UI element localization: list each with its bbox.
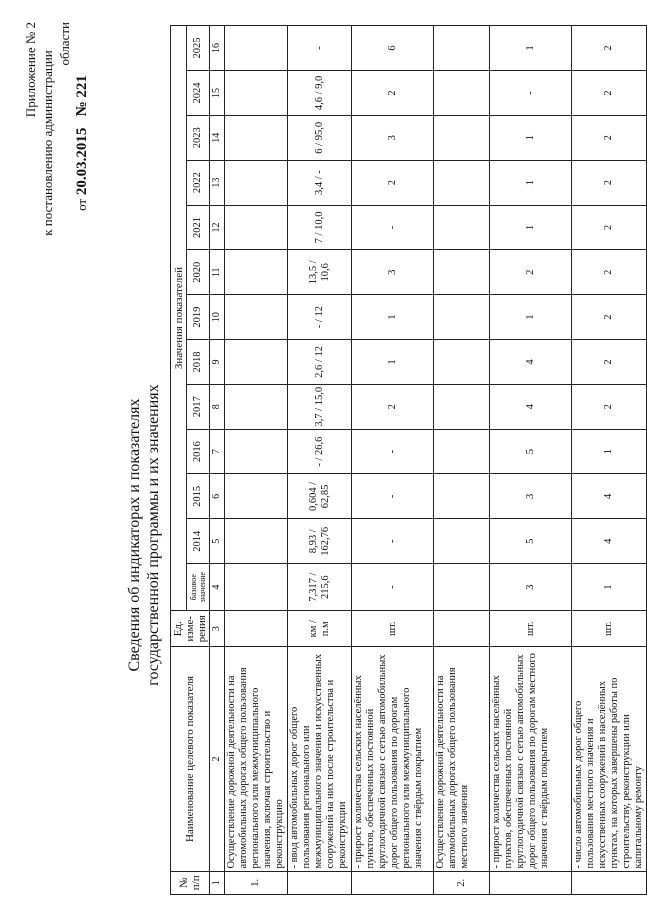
index-cell: 12 [210,205,225,250]
row-year-value: 2 [572,295,647,340]
index-cell: 15 [210,71,225,116]
row-year-value [434,205,490,250]
row-year-value [434,519,490,564]
header-year: 2017 [187,384,210,429]
row-year-value [434,71,490,116]
row-base-value: - [352,564,434,611]
row-year-value: 4 [490,340,572,385]
row-year-value: 5 [490,519,572,564]
row-unit [225,611,288,647]
row-year-value: - [352,474,434,519]
resolution-date-line [73,18,91,268]
header-year: 2023 [187,115,210,160]
approval-block [22,18,91,268]
row-year-value [225,160,288,205]
row-year-value: 6 / 95,0 [288,115,352,160]
table-row [288,26,352,895]
row-base-value: 1 [572,564,647,611]
row-year-value: - [352,205,434,250]
table-row [225,26,288,895]
row-year-value [225,429,288,474]
index-cell: 6 [210,474,225,519]
row-year-value: 1 [490,295,572,340]
row-year-value: 1 [352,340,434,385]
row-unit: км / п.м [288,611,352,647]
row-year-value: 2 [572,26,647,71]
row-year-value [225,205,288,250]
row-year-value: 2 [572,340,647,385]
row-year-value [225,474,288,519]
row-year-value [225,384,288,429]
row-indicator-name: - ввод автомобильных дорог общего пользования регионального или межмуниципального значения и искусственных сооружений на них после строительства и реконструкции [288,647,352,871]
row-year-value: 2 [352,71,434,116]
index-cell: 3 [210,611,225,647]
header-year: 2025 [187,26,210,71]
header-unit: Ед. изме-рения [171,611,210,647]
index-cell: 9 [210,340,225,385]
row-year-value: 3 [490,474,572,519]
table-row [434,26,490,895]
row-unit: шт. [572,611,647,647]
row-year-value: 2 [572,250,647,295]
row-year-value [434,429,490,474]
row-year-value [434,340,490,385]
index-cell: 2 [210,647,225,871]
index-cell: 10 [210,295,225,340]
row-year-value: 7 / 10,0 [288,205,352,250]
title-line-1: Сведения об индикаторах и показателях [126,398,143,672]
row-year-value: 2 [572,115,647,160]
row-indicator-name: - прирост количества сельских населённых пунктов, обеспеченных постоянной круглогодичной связью с сетью автомобильных дорог общего пользования по дорогам регионального или межмуниципального значения с твёрдым покрытием [352,647,434,871]
row-year-value: 13,5 / 10,6 [288,250,352,295]
index-cell: 5 [210,519,225,564]
index-cell: 7 [210,429,225,474]
table-row [490,26,572,895]
row-base-value [225,564,288,611]
header-num: № п/п [171,871,210,894]
row-year-value: 3 [352,250,434,295]
row-year-value: 2 [572,160,647,205]
row-year-value [434,160,490,205]
row-year-value: 6 [352,26,434,71]
row-year-value: - [490,71,572,116]
row-year-value [434,115,490,160]
header-year: 2024 [187,71,210,116]
row-year-value: 2 [572,384,647,429]
header-year: 2022 [187,160,210,205]
row-year-value: 2 [490,250,572,295]
row-indicator-name: Осуществление дорожной деятельности на автомобильных дорогах общего пользования регионального или межмуниципального значения, включая строительство и реконструкцию [225,647,288,871]
row-year-value: - / 12 [288,295,352,340]
row-year-value: - [352,429,434,474]
table-row [572,26,647,895]
row-year-value: 1 [490,160,572,205]
row-indicator-name: Осуществление дорожной деятельности на автомобильных дорогах общего пользования местного значения [434,647,490,871]
row-number [352,871,434,894]
row-year-value: 1 [572,429,647,474]
row-year-value [225,115,288,160]
row-year-value: 4 [490,384,572,429]
header-values: Значения показателей [171,26,187,611]
row-year-value: 5 [490,429,572,474]
appendix-label: Приложение № 2 [23,22,38,118]
row-year-value [434,26,490,71]
row-indicator-name: - число автомобильных дорог общего пользования местного значения и искусственных сооружений в населённых пунктах, на которых завершены работы по строительству, реконструкции или капитальному ремонту [572,647,647,871]
table-body [210,26,647,895]
header-year: 2014 [187,519,210,564]
row-year-value: 2 [572,71,647,116]
row-year-value [225,340,288,385]
header-base-value: базовое значение [187,564,210,611]
row-year-value: 1 [490,205,572,250]
resolution-label: к постановлению администрации [40,50,55,236]
header-name: Наименование целевого показателя [171,647,210,871]
row-year-value: 8,93 / 162,76 [288,519,352,564]
header-year: 2016 [187,429,210,474]
row-number: 2. [434,871,490,894]
header-year: 2015 [187,474,210,519]
row-year-value: 3,7 / 15,0 [288,384,352,429]
row-year-value [434,295,490,340]
resolution-date: 20.03.2015 [74,127,90,196]
row-year-value: 3 [352,115,434,160]
row-unit: шт. [352,611,434,647]
region-label: области [57,22,72,66]
index-cell: 1 [210,871,225,894]
header-year: 2019 [187,295,210,340]
row-year-value: 4,6 / 9,0 [288,71,352,116]
index-cell: 16 [210,26,225,71]
row-year-value [225,71,288,116]
row-number [288,871,352,894]
row-base-value: 7,317 / 215,6 [288,564,352,611]
row-year-value: - [352,519,434,564]
row-number: 1. [225,871,288,894]
row-year-value: 0,604 / 62,85 [288,474,352,519]
row-year-value: 2 [352,384,434,429]
row-year-value [225,26,288,71]
row-year-value: 1 [490,115,572,160]
index-cell: 14 [210,115,225,160]
row-year-value [225,250,288,295]
index-cell: 4 [210,564,225,611]
row-year-value: - [288,26,352,71]
row-unit [434,611,490,647]
date-prefix: от [74,198,89,211]
row-year-value: 3,4 / - [288,160,352,205]
row-base-value: 3 [490,564,572,611]
row-year-value: 1 [490,26,572,71]
header-year: 2020 [187,250,210,295]
row-year-value [434,384,490,429]
row-year-value: 4 [572,474,647,519]
index-cell: 13 [210,160,225,205]
row-unit: шт. [490,611,572,647]
row-indicator-name: - прирост количества сельских населённых пунктов, обеспеченных постоянной круглогодичной связью с сетью автомобильных дорог общего пользования по дорогам местного значения с твёрдым покрытием [490,647,572,871]
row-year-value: 2 [352,160,434,205]
row-base-value [434,564,490,611]
row-year-value: 4 [572,519,647,564]
row-year-value [225,295,288,340]
index-row [210,26,225,895]
document-title [125,275,163,795]
index-cell: 8 [210,384,225,429]
row-year-value: - / 26,6 [288,429,352,474]
index-cell: 11 [210,250,225,295]
table-header-row-1 [171,26,187,895]
row-number [572,871,647,894]
indicators-table [170,25,647,895]
header-year: 2021 [187,205,210,250]
row-year-value [434,474,490,519]
table-row [352,26,434,895]
row-year-value: 2,6 / 12 [288,340,352,385]
resolution-number: № 221 [74,75,90,117]
row-year-value [434,250,490,295]
row-year-value [225,519,288,564]
header-year: 2018 [187,340,210,385]
row-number [490,871,572,894]
row-year-value: 2 [572,205,647,250]
title-line-2: государственной программы и их значениях [145,384,162,686]
row-year-value: 1 [352,295,434,340]
